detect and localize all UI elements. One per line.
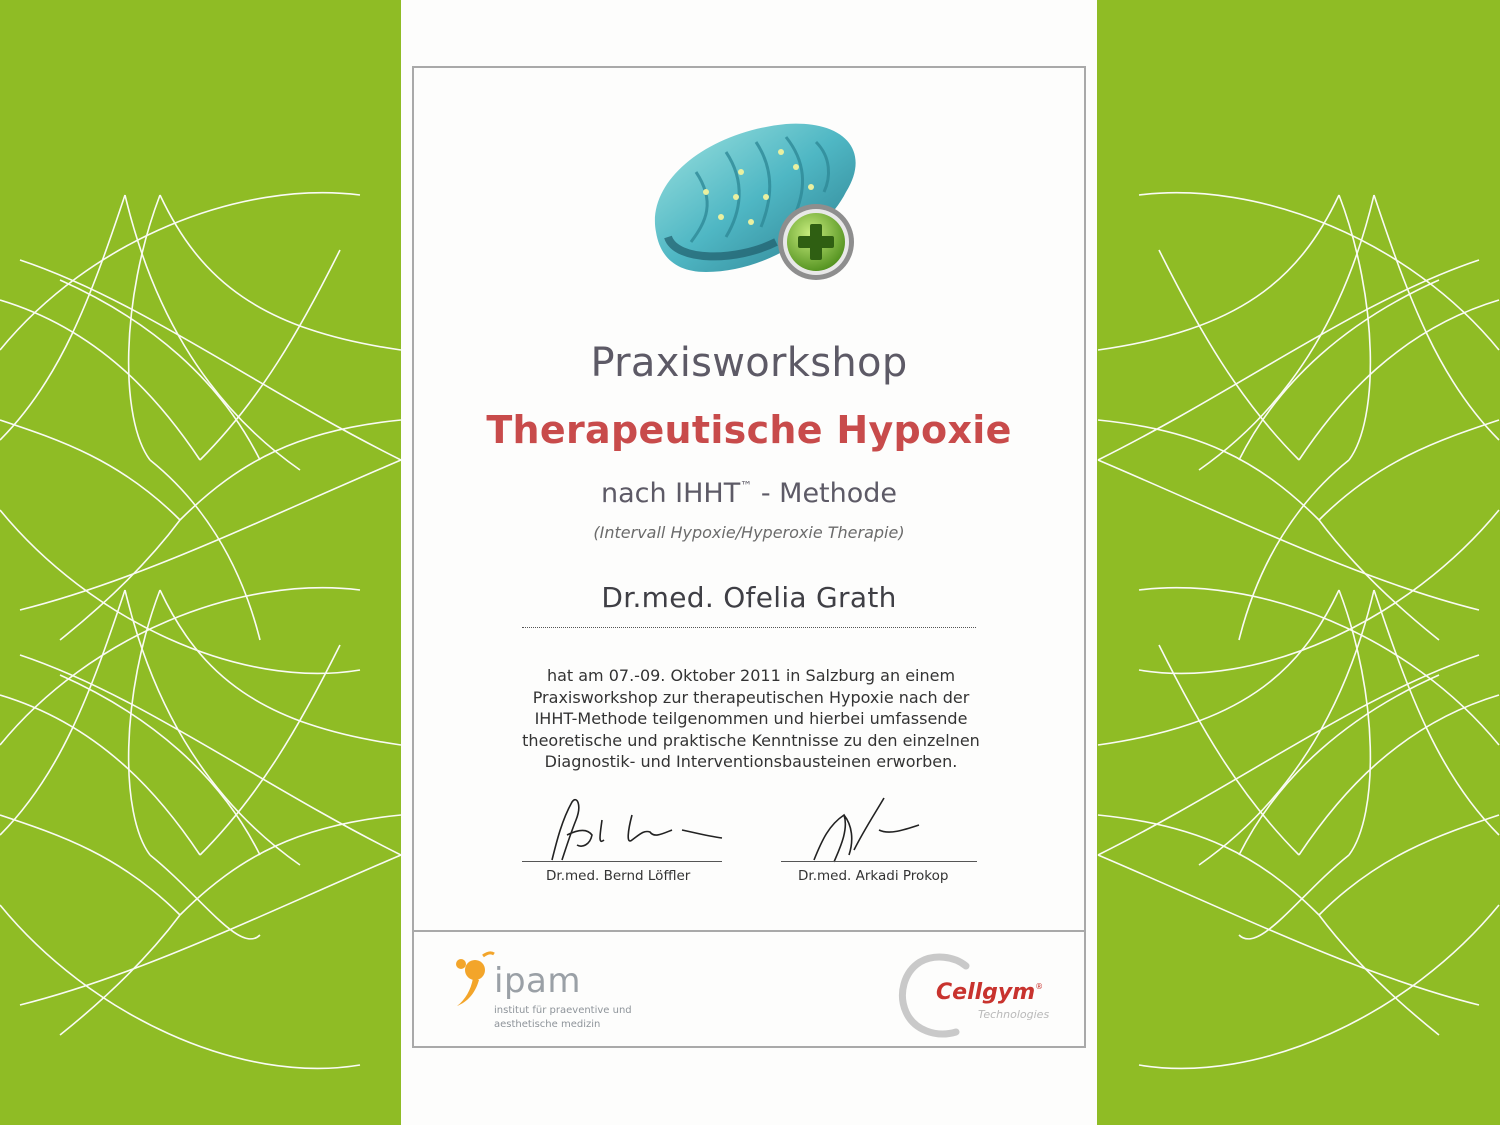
left-ornament-pattern	[0, 0, 401, 1125]
body-line: IHHT-Methode teilgenommen und hierbei umfassende	[534, 709, 968, 728]
recipient-name: Dr.med. Ofelia Grath	[601, 581, 897, 614]
signature-prokop	[794, 790, 934, 870]
registered-mark: ®	[1035, 982, 1044, 991]
ipam-subtitle-line: aesthetische medizin	[494, 1019, 601, 1030]
mitochondrion-plus-icon	[646, 112, 866, 282]
certificate-subtitle: (Intervall Hypoxie/Hyperoxie Therapie)	[593, 523, 905, 542]
body-line: Diagnostik- und Interventionsbausteinen erworben.	[544, 752, 958, 771]
footer-divider	[414, 930, 1084, 932]
certificate-body	[484, 665, 1018, 773]
signatory-name-1: Dr.med. Bernd Löffler	[546, 868, 691, 884]
certificate-heading: Praxisworkshop	[590, 340, 908, 386]
signatory-name-2: Dr.med. Arkadi Prokop	[798, 868, 949, 884]
certificate-frame	[412, 66, 1086, 1048]
cellgym-word: Cellgym	[936, 980, 1036, 1005]
signature-line-1	[522, 861, 722, 862]
certificate-title: Therapeutische Hypoxie	[486, 408, 1012, 452]
trademark-symbol: ™	[740, 479, 753, 493]
certificate-paper	[401, 0, 1097, 1125]
certificate-method	[414, 478, 1084, 509]
cellgym-wordmark	[936, 980, 1043, 1005]
left-ornament-panel	[0, 0, 401, 1125]
body-line: hat am 07.-09. Oktober 2011 in Salzburg an einem	[546, 666, 956, 685]
ipam-logo-icon	[447, 950, 497, 1010]
method-prefix: nach IHHT	[600, 478, 741, 509]
signature-line-2	[781, 861, 977, 862]
body-line: theoretische und praktische Kenntnisse zu den einzelnen	[522, 730, 980, 750]
ipam-wordmark: ipam	[494, 961, 581, 1001]
recipient-dotted-line	[522, 627, 976, 628]
signature-loeffler	[532, 790, 732, 870]
body-line: Praxisworkshop zur therapeutischen Hypoxie nach der	[532, 687, 970, 707]
right-ornament-panel	[1097, 0, 1500, 1125]
ipam-subtitle-line: institut für praeventive und	[494, 1005, 632, 1016]
ipam-subtitle	[494, 1004, 674, 1032]
right-ornament-pattern	[1097, 0, 1500, 1125]
method-suffix: - Methode	[752, 478, 898, 509]
cellgym-tagline: Technologies	[978, 1008, 1050, 1021]
